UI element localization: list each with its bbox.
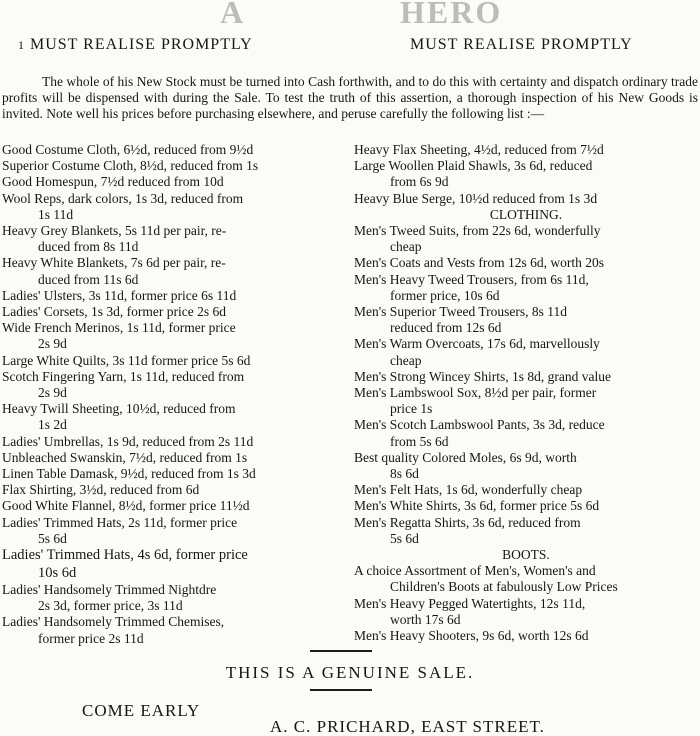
masthead [0, 0, 700, 30]
price-item-line: Large White Quilts, 3s 11d former price 5s 6d [2, 352, 251, 368]
header-mark: 1 [18, 38, 25, 52]
come-early-line: COME EARLY [82, 701, 201, 720]
price-item-line: Wool Reps, dark colors, 1s 3d, reduced from [2, 190, 244, 206]
price-item-line: Ladies' Trimmed Hats, 4s 6d, former price [2, 547, 248, 564]
price-item-line: Men's Superior Tweed Trousers, 8s 11d [354, 304, 567, 320]
price-item-line: duced from 11s 6d [38, 271, 139, 287]
price-item-line: from 6s 9d [390, 174, 449, 190]
price-item-line: Ladies' Ulsters, 3s 11d, former price 6s 11d [2, 287, 237, 303]
price-item-line: Flax Shirting, 3½d, reduced from 6d [2, 482, 200, 498]
price-item-line: Ladies' Handsomely Trimmed Nightdre [2, 582, 217, 598]
price-item-line: Men's White Shirts, 3s 6d, former price 5s 6d [354, 498, 600, 514]
price-item-line: Superior Costume Cloth, 8½d, reduced from 1s [2, 158, 259, 174]
price-item-line: Large Woollen Plaid Shawls, 3s 6d, reduced [354, 158, 593, 174]
masthead-letter: A [220, 0, 246, 30]
price-item-line: Good White Flannel, 8½d, former price 11½d [2, 498, 250, 514]
price-item-line: 1s 11d [38, 206, 74, 222]
masthead-word: HERO [400, 0, 503, 30]
section-heading: BOOTS. [502, 547, 550, 563]
price-item-line: Heavy Grey Blankets, 5s 11d per pair, re- [2, 223, 227, 239]
price-item-line: 2s 9d [38, 336, 67, 352]
price-item-line: cheap [390, 239, 422, 255]
price-item-line: from 5s 6d [390, 433, 449, 449]
price-item-line: Men's Lambswool Sox, 8½d per pair, former [354, 385, 597, 401]
price-item-line: A choice Assortment of Men's, Women's and [354, 563, 596, 579]
price-item-line: Heavy Twill Sheeting, 10½d, reduced from [2, 401, 236, 417]
price-item-line: Linen Table Damask, 9½d, reduced from 1s 3d [2, 466, 256, 482]
price-item-line: Men's Heavy Pegged Watertights, 12s 11d, [354, 595, 586, 611]
divider-rule [310, 650, 372, 652]
intro-paragraph: The whole of his New Stock must be turned into Cash forthwith, and to do this with certainty and dispatch ordinary trade profits will be dispensed with during the Sale. To test the truth of this assertion, a thorough inspection of his New Goods is invited. Note well his prices before purchasing elsewhere, and peruse carefully the following list :— [2, 74, 698, 122]
price-item-line: Men's Warm Overcoats, 17s 6d, marvellously [354, 336, 600, 352]
price-item-line: Heavy White Blankets, 7s 6d per pair, re- [2, 255, 226, 271]
price-item-line: Men's Scotch Lambswool Pants, 3s 3d, reduce [354, 417, 605, 433]
price-item-line: Ladies' Umbrellas, 1s 9d, reduced from 2s 11d [2, 433, 254, 449]
price-item-line: Ladies' Handsomely Trimmed Chemises, [2, 614, 225, 630]
price-item-line: Men's Strong Wincey Shirts, 1s 8d, grand value [354, 368, 611, 384]
price-item-line: cheap [390, 352, 422, 368]
price-item-line: Ladies' Trimmed Hats, 2s 11d, former price [2, 514, 238, 530]
price-item-line: Children's Boots at fabulously Low Prices [390, 579, 618, 595]
price-item-line: Men's Heavy Shooters, 9s 6d, worth 12s 6d [354, 628, 589, 644]
price-item-line: 8s 6d [390, 466, 419, 482]
header-right: MUST REALISE PROMPTLY [410, 36, 633, 53]
price-item-line: reduced from 12s 6d [390, 320, 502, 336]
price-item-line: 5s 6d [390, 530, 419, 546]
price-item-line: Men's Tweed Suits, from 22s 6d, wonderfully [354, 223, 601, 239]
price-item-line: former price, 10s 6d [390, 287, 500, 303]
price-item-line: Scotch Fingering Yarn, 1s 11d, reduced from [2, 368, 245, 384]
price-item-line: Men's Coats and Vests from 12s 6d, worth 20s [354, 255, 605, 271]
genuine-sale-line: THIS IS A GENUINE SALE. [225, 663, 475, 682]
price-item-line: Men's Heavy Tweed Trousers, from 6s 11d, [354, 271, 589, 287]
divider-rule [310, 689, 372, 691]
price-item-line: Good Homespun, 7½d reduced from 10d [2, 174, 224, 190]
price-item-line: 1s 2d [38, 417, 67, 433]
price-item-line: Ladies' Corsets, 1s 3d, former price 2s 6d [2, 304, 227, 320]
price-item-line: Wide French Merinos, 1s 11d, former price [2, 320, 236, 336]
section-heading: CLOTHING. [489, 206, 563, 222]
price-item-line: worth 17s 6d [390, 611, 461, 627]
price-item-line: Best quality Colored Moles, 6s 9d, worth [354, 449, 577, 465]
price-item-line: Heavy Flax Sheeting, 4½d, reduced from 7½d [354, 142, 604, 157]
price-item-line: Men's Felt Hats, 1s 6d, wonderfully cheap [354, 482, 583, 498]
price-item-line: duced from 8s 11d [38, 239, 139, 255]
price-item-line: 10s 6d [38, 564, 77, 581]
price-item-line: Good Costume Cloth, 6½d, reduced from 9½d [2, 142, 254, 157]
price-item-line: Unbleached Swanskin, 7½d, reduced from 1s [2, 449, 248, 465]
price-item-line: Men's Regatta Shirts, 3s 6d, reduced from [354, 514, 581, 530]
header-left [18, 36, 253, 54]
price-item-line: former price 2s 11d [38, 630, 144, 646]
price-list-left [2, 142, 350, 647]
price-item-line: 2s 3d, former price, 3s 11d [38, 598, 183, 614]
price-item-line: Heavy Blue Serge, 10½d reduced from 1s 3d [354, 190, 598, 206]
price-item-line: price 1s [390, 401, 433, 417]
price-item-line: 5s 6d [38, 530, 67, 546]
header-left-text: MUST REALISE PROMPTLY [30, 36, 253, 53]
price-item-line: 2s 9d [38, 385, 67, 401]
signature-line: A. C. PRICHARD, EAST STREET. [270, 717, 545, 736]
price-list-right [354, 142, 698, 644]
